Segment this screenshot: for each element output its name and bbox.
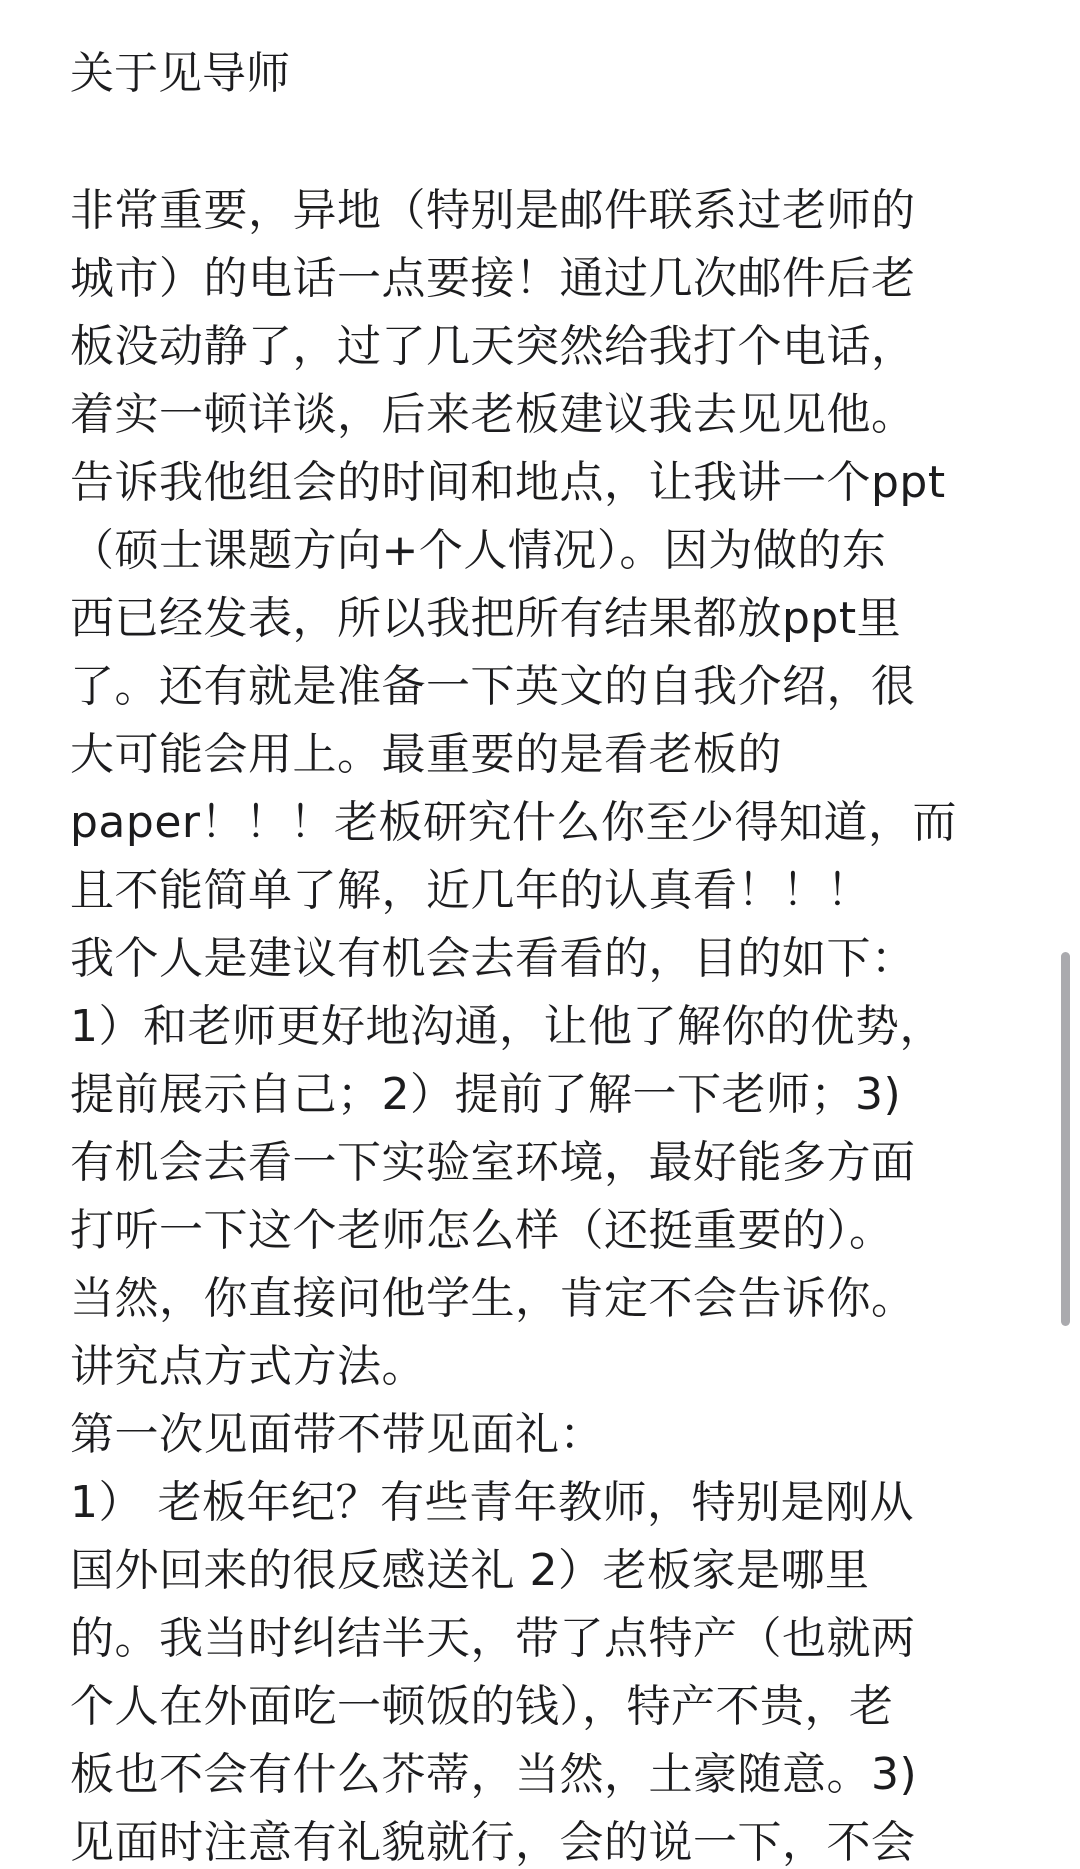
body-line: 第一次见面带不带见面礼： [70,1409,604,1460]
body-line: 个人在外面吃一顿饭的钱），特产不贵，老 [70,1681,894,1732]
body-line: 城市）的电话一点要接！通过几次邮件后老 [70,253,916,304]
body-line: 打听一下这个老师怎么样（还挺重要的）。 [70,1205,894,1256]
body-line: 且不能简单了解，近几年的认真看！！！ [70,865,871,916]
vertical-scrollbar[interactable] [1061,952,1070,1326]
body-line: 提前展示自己；2）提前了解一下老师；3) [70,1069,902,1120]
body-line: 板没动静了，过了几天突然给我打个电话， [70,321,916,372]
body-line: 见面时注意有礼貌就行，会的说一下，不会 [70,1817,916,1868]
body-line: （硕士课题方向+个人情况）。因为做的东 [70,525,887,576]
note-title: 关于见导师 [70,48,290,99]
body-line: paper！！！老板研究什么你至少得知道，而 [70,797,957,848]
body-line: 1）和老师更好地沟通，让他了解你的优势， [70,1001,944,1052]
body-line: 大可能会用上。最重要的是看老板的 [70,729,782,780]
body-line: 告诉我他组会的时间和地点，让我讲一个ppt [70,457,946,508]
body-line: 当然，你直接问他学生，肯定不会告诉你。 [70,1273,916,1324]
body-line: 了。还有就是准备一下英文的自我介绍，很 [70,661,916,712]
body-line: 国外回来的很反感送礼 2）老板家是哪里 [70,1545,870,1596]
body-line: 板也不会有什么芥蒂，当然，土豪随意。3) [70,1749,918,1800]
body-line: 非常重要，异地（特别是邮件联系过老师的 [70,185,916,236]
body-line: 有机会去看一下实验室环境，最好能多方面 [70,1137,916,1188]
body-line: 西已经发表，所以我把所有结果都放ppt里 [70,593,902,644]
note-body [70,177,1030,1869]
body-line: 我个人是建议有机会去看看的，目的如下： [70,933,916,984]
body-line: 1） 老板年纪？有些青年教师，特别是刚从 [70,1477,914,1528]
body-line: 着实一顿详谈，后来老板建议我去见见他。 [70,389,916,440]
body-line: 讲究点方式方法。 [70,1341,426,1392]
body-line: 的。我当时纠结半天，带了点特产（也就两 [70,1613,916,1664]
